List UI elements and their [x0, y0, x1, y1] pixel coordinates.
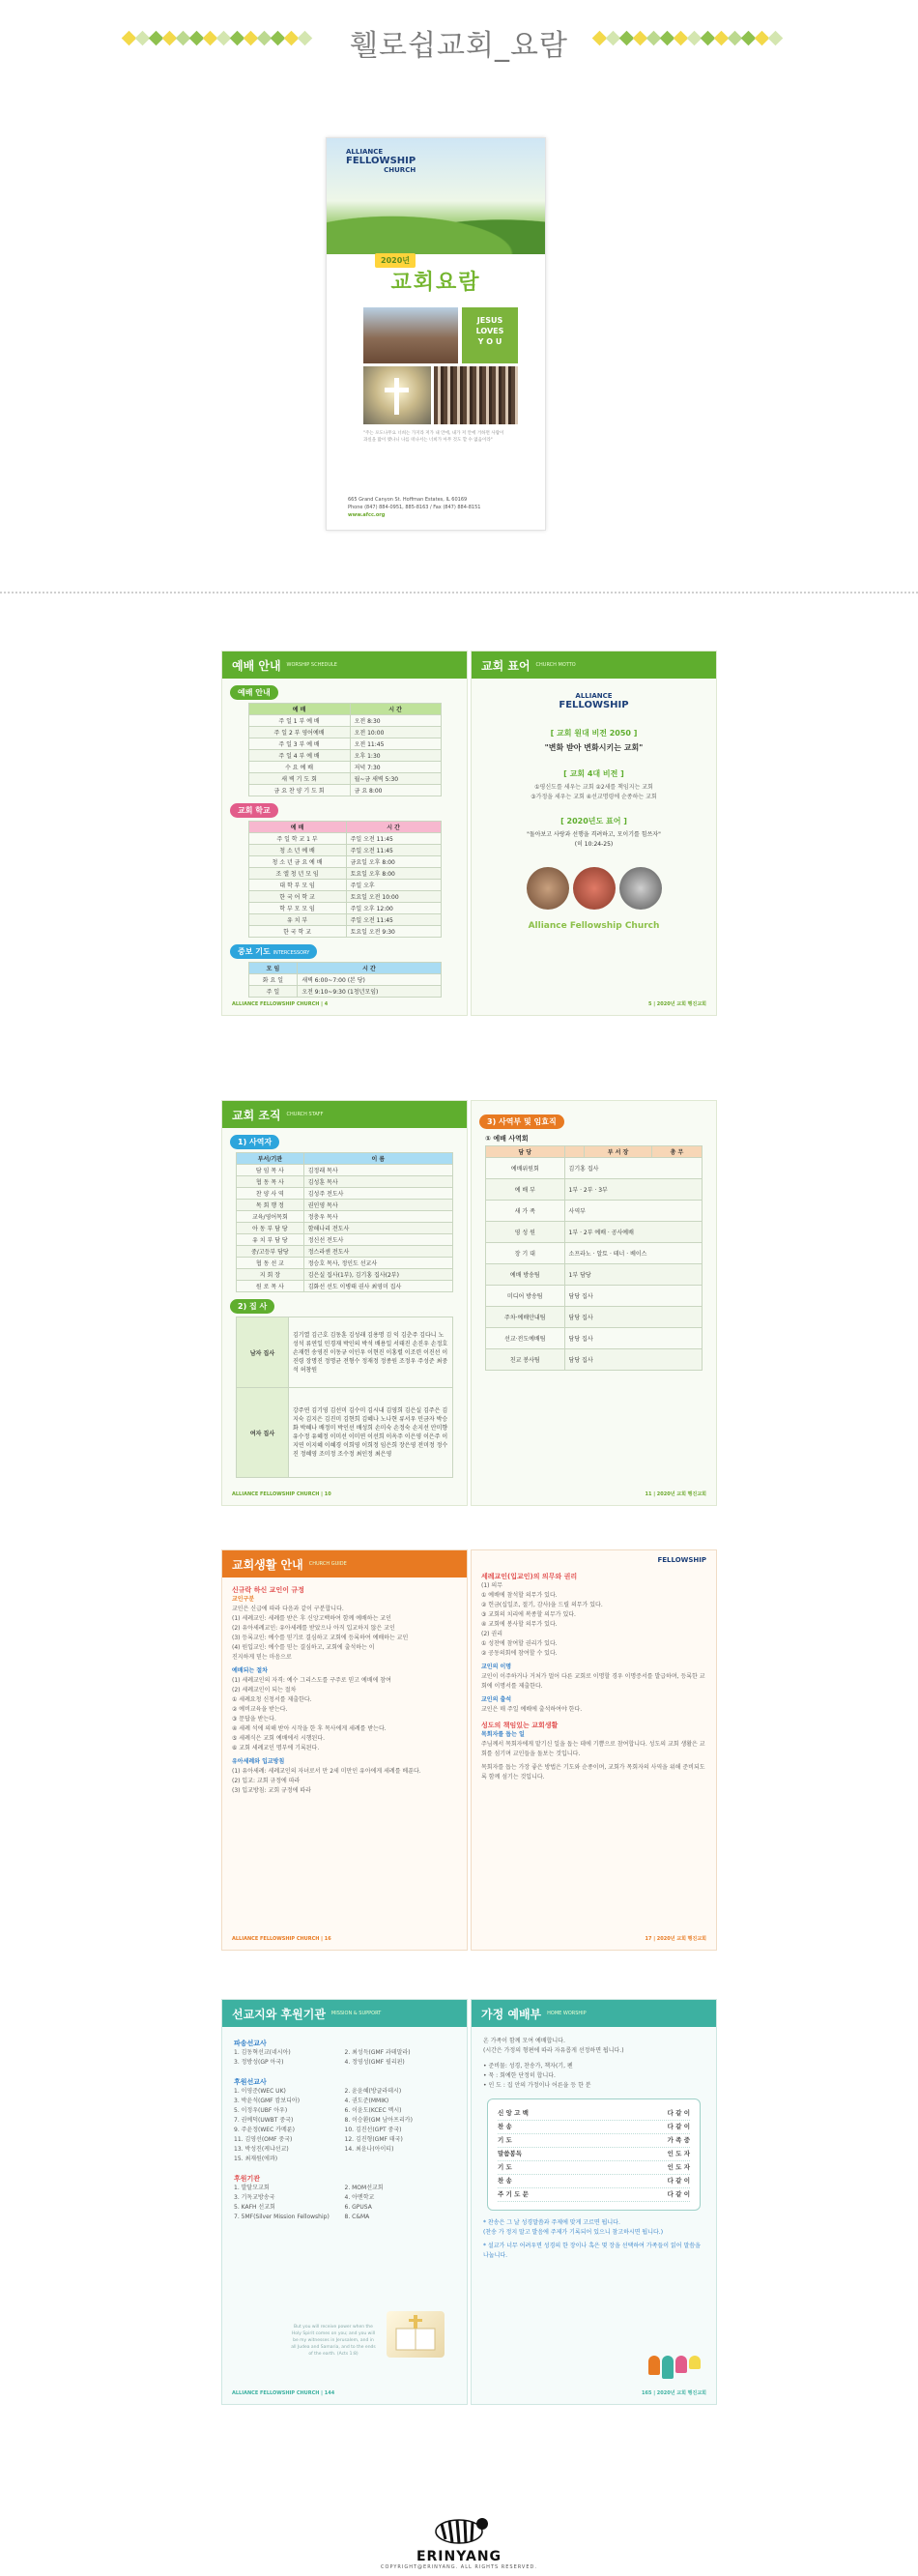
list-item: 3. 정방성(GP 아국) [234, 2059, 284, 2066]
table-cell: 담당 집사 [564, 1307, 702, 1328]
list-item: 10. 김진선(GPT 중국) [344, 2127, 402, 2133]
page-church-motto [471, 651, 717, 1016]
table-cell: 오후 1:30 [350, 750, 441, 762]
table-cell: 주 일 학 교 1 부 [248, 833, 346, 845]
table-cell: 새 가 족 [486, 1201, 565, 1222]
table-cell: 청 소 년 금 요 예 배 [248, 856, 346, 868]
page-home-worship [471, 1999, 717, 2405]
four-vision-text: ①평신도를 세우는 교회 ②2세를 책임지는 교회 ③가정을 세우는 교회 ④선교명령에 순종하는 교회 [531, 784, 657, 800]
list-item: 8. C&MA [344, 2214, 370, 2220]
cover-church-logo: ALLIANCE FELLOWSHIP CHURCH [346, 148, 416, 174]
list-item: • 인 도 : 집 안의 가정이나 어른을 등 한 분 [483, 2082, 591, 2089]
list-item: 5. KAFH 선교회 [234, 2204, 275, 2211]
table-cell: 김정래 목사 [303, 1165, 452, 1176]
table-cell: 주 일 [248, 986, 298, 998]
table-row [486, 1243, 703, 1264]
worship-table: 예 배 시 간 주 일 1 부 예 배 오전 8:30 주 일 2 부 영어예배 오전 10:00 주 일 3 부 예 배 오전 11:45 주 일 4 부 예 배 오후 1:30 수 요 예 배 저녁 7:30 새 벽 기 도 회 월~금 새벽 5:30 금 요 찬 양 기 도 회 금 요 8:00 [248, 703, 442, 796]
worship-order-row [498, 2161, 690, 2175]
table-cell: 정승호 목사, 정인도 선교사 [303, 1258, 452, 1269]
page-worship-schedule [221, 651, 468, 1016]
list-item: (4) 원입교인: 예수를 믿는 결심하고, 교회에 출석하는 이 [232, 1644, 375, 1651]
family-member-icon [689, 2356, 701, 2369]
spread-missions [221, 1999, 718, 2405]
table-cell: 예 배 부 [486, 1179, 565, 1201]
ministry-table: 담 당 부 서 장 총 무 예배위원회 김기홍 집사 예 배 부 1부 · 2부 · 3부 새 가 족 사역부 영 성 원 1부 · 2부 예배 · 공사예배 장 기 대 소프라노 · 알토 · 테너 · 베이스 예배 방송팀 1부 담당 미디어 방송팀 담당 집사 주차·예배안내팀 담당 집사 선교·전도예배팀 담당 집사 친교 봉사팀 담당 집사 [485, 1145, 703, 1371]
list-item: ③ 교회의 치리에 복종할 의무가 있다. [481, 1611, 576, 1618]
deacon-table: 남자 집사 김기열 김근호 김동훈 김성래 김용명 김 익 김춘주 김다니 노성석 류연일 민경재 박인의 박석 배용일 서태진 손진우 손정호 손재헌 송영진 이동규 이인우 이현진 이홍렬 이조련 이진선 이진령 장명진 정명균 전형수 정재정 정종원 조정우 주성준 최중석 허창원 여자 집사 강주연 김기영 김선미 김수미 김시내 김영희 김은실 김주은 김지숙 김지은 김진미 김현희 김혜나 노나현 류서우 민금자 박승화 박혜나 배정미 박인선 배성희 손미숙 손정숙 손지선 안미향 유수정 유혜정 이미선 이미연 이선희 이옥주 이은영 이은주 이지연 이지혜 이혜경 이희영 이희정 임은희 장은영 전미정 정수진 정혜영 조미정 조수정 최인정 최은영 [236, 1317, 453, 1478]
table-cell: 원 로 목 사 [237, 1281, 304, 1292]
list-item: 6. 이윤도(KCEC 멕시) [344, 2107, 402, 2114]
cover-verse: "주는 포도나무요 너희는 가지라 저가 내 안에, 내가 저 안에 거하면 사람이 과실을 많이 맺나니 나를 떠나서는 너희가 아무 것도 할 수 없음이라" [363, 431, 504, 443]
cross-icon [363, 366, 431, 424]
table-row [248, 856, 441, 868]
table-cell: 주 일 4 부 예 배 [248, 750, 350, 762]
table-cell: 김성훈 목사 [303, 1176, 452, 1188]
order-leader: 다 같 이 [667, 2123, 690, 2130]
list-item: (1) 세례교인: 세례를 받은 후 신앙고백하여 함께 예배하는 교인 [232, 1615, 391, 1622]
list-item: 6. GPUSA [344, 2204, 372, 2211]
table-cell: 주차·예배안내팀 [486, 1307, 565, 1328]
cover-year-tag: 2020년 [375, 253, 416, 268]
table-cell: 담당 집사 [564, 1286, 702, 1307]
table-cell: 미디어 방송팀 [486, 1286, 565, 1307]
table-cell: 권인영 목사 [303, 1200, 452, 1211]
table-row [237, 1188, 453, 1200]
table-cell: 주 일 1 부 예 배 [248, 715, 350, 727]
order-step: 말씀봉독 [498, 2150, 523, 2157]
jesus-loves-you-badge: JESUS LOVES Y O U [462, 307, 518, 363]
list-item: 7. 5MF(Silver Mission Fellowship) [234, 2214, 330, 2220]
table-row [237, 1246, 453, 1258]
table-cell: 김기홍 집사 [564, 1158, 702, 1179]
page-footer: 17 | 2020년 교회 행진교회 [645, 1936, 706, 1942]
table-row [486, 1328, 703, 1349]
family-member-icon [662, 2356, 674, 2379]
table-cell: 토요일 오후 8:00 [346, 868, 441, 880]
table-cell: 새 벽 기 도 회 [248, 773, 350, 785]
list-item: ⑥ 교회 세례교인 명부에 기록된다. [232, 1745, 320, 1751]
list-item: (2) 유아세례교인: 유아세례를 받았으나 아직 입교하지 않은 교인 [232, 1625, 395, 1632]
page-footer: ALLIANCE FELLOWSHIP CHURCH | 16 [232, 1936, 331, 1942]
list-item: ② 예비교육을 받는다. [232, 1706, 288, 1713]
table-cell: 조 엘 청 년 모 임 [248, 868, 346, 880]
worship-pill: 예배 안내 [230, 685, 278, 700]
table-cell: 오전 10:00 [350, 727, 441, 738]
list-item: 3. 기독교방송국 [234, 2194, 275, 2201]
cover-address: 665 Grand Canyon St. Hoffman Estates, IL 60169 Phone (847) 884-0951, 885-8163 / Fax (847) 884-8151 www.afcc.org [348, 497, 481, 518]
table-cell: 친교 봉사팀 [486, 1349, 565, 1371]
table-cell: 김은실 집사(1부), 김기홍 집사(2부) [303, 1269, 452, 1281]
list-item: ④ 교회에 봉사할 의무가 있다. [481, 1621, 558, 1628]
table-row [248, 762, 441, 773]
bible-illustration [387, 2311, 445, 2358]
table-cell: 찬 양 사 역 [237, 1188, 304, 1200]
motto-label: [ 2020년도 표어 ] [560, 817, 627, 825]
table-row [248, 926, 441, 938]
church-photo-circle-2 [573, 867, 616, 910]
vision-text: "변화 받아 변화시키는 교회" [544, 743, 644, 752]
table-row [248, 986, 441, 998]
table-row [486, 1349, 703, 1371]
order-leader: 다 같 이 [667, 2190, 690, 2198]
table-row [248, 738, 441, 750]
list-item: 1. 김동혁선교(네시아) [234, 2049, 291, 2056]
motto-photos [472, 867, 716, 910]
school-table: 예 배 시 간 주 일 학 교 1 부 주일 오전 11:45 청 소 년 예 배 주일 오전 11:45 청 소 년 금 요 예 배 금요일 오후 8:00 조 엘 청 년 모 임 토요일 오후 8:00 대 학 부 모 임 주일 오후 한 국 어 학 교 토요일 오전 10:00 학 부 모 모 임 주일 오후 12:00 유 치 부 주일 오전 11:45 한 국 학 교 토요일 오전 9:30 [248, 821, 442, 938]
table-row [248, 785, 441, 796]
list-item: ① 성찬에 참여할 권리가 있다. [481, 1640, 558, 1647]
worship-order-row [498, 2148, 690, 2161]
page-footer: 11 | 2020년 교회 행진교회 [645, 1491, 706, 1497]
table-cell: 월~금 새벽 5:30 [350, 773, 441, 785]
table-cell: 영 성 원 [486, 1222, 565, 1243]
table-cell: 오전 9:10~9:30 (1청년모임) [298, 986, 441, 998]
table-cell: 주 일 3 부 예 배 [248, 738, 350, 750]
list-item: (2) 세례교인이 되는 절차 [232, 1687, 297, 1693]
table-cell: 함해나리 전도사 [303, 1223, 452, 1234]
page-ministries [471, 1100, 717, 1506]
table-cell: 저녁 7:30 [350, 762, 441, 773]
page-heading: 예배 안내 WORSHIP SCHEDULE [222, 651, 467, 679]
list-item: (1) 유아세례: 세례교인의 자녀로서 만 2세 미만인 유아에게 세례를 베푼다. [232, 1768, 421, 1775]
page-missions [221, 1999, 468, 2405]
table-cell: 정신선 전도사 [303, 1234, 452, 1246]
table-row [237, 1269, 453, 1281]
page-heading: 교회 표어 CHURCH MOTTO [472, 651, 716, 679]
table-cell: 주일 오전 11:45 [346, 914, 441, 926]
booklet-cover [326, 137, 546, 531]
table-cell: 김성주 전도사 [303, 1188, 452, 1200]
signature-copyright: COPYRIGHT@ERINYANG. ALL RIGHTS RESERVED. [381, 2564, 537, 2570]
cover-hills-image [327, 206, 545, 254]
list-item: 14. 최윤나(아이티) [344, 2146, 394, 2153]
list-item: ② 헌금(십일조, 절기, 감사)을 드릴 의무가 있다. [481, 1602, 603, 1608]
page-heading: 가정 예배부 HOME WORSHIP [472, 2000, 716, 2027]
order-step: 주 기 도 문 [498, 2190, 529, 2198]
page-footer: ALLIANCE FELLOWSHIP CHURCH | 4 [232, 1001, 329, 1007]
table-row [248, 868, 441, 880]
zebra-logo-icon [420, 2510, 498, 2549]
worship-order-row [498, 2121, 690, 2134]
page-guide-right [471, 1549, 717, 1951]
list-item: 15. 최재원(에콰) [234, 2156, 278, 2162]
home-worship-notes: * 찬송은 그 날 성경말씀과 주제에 맞게 고르면 됩니다. (찬송 가 정지 말고 발음에 주제가 기록되어 있으니 참고하시면 됩니다.) * 설교가 너무 어려우면 성경의 한 장이나 혹은 몇 장을 선택하여 가족들이 읽어 말씀을 나눕니다. [483, 2219, 701, 2259]
table-cell: 주일 오후 [346, 880, 441, 891]
order-leader: 인 도 자 [667, 2150, 690, 2157]
guide-section-2: 세례교인(입교인)의 의무와 권리 (1) 의무 ① 예배에 참석할 의무가 있다. ② 헌금(십일조, 절기, 감사)을 드릴 의무가 있다. ③ 교회의 치리에 복종할 의무가 있다. ④ 교회에 봉사할 의무가 있다. (2) 권리 ① 성찬에 참여할 권리가 있다. ② 공동의회에 참여할 수 있다. 교인의 이명 교인이 이주하거나 거처가 멀어 다른 교회로 이명할 경우 이명증서를 발급하며, 등록한 교회에 이명서를 제출한다. 교인의 출석 교인은 매 주일 예배에 출석하여야 한다. 성도의 책임있는 교회생활 목회자를 돕는 일 주님께서 목회자에게 맡기신 일을 돕는 데에 기쁨으로 참여합니다. 성도의 교회 생활은 교회를 섬기며 교인들을 돌보는 것입니다. 목회자를 돕는 가장 좋은 방법은 기도와 순종이며, 교회가 목회자의 사역을 위해 준비되도록 함께 섬기는 것입니다. [481, 1573, 705, 1780]
decor-diamonds-right [594, 33, 781, 46]
ministry-subtitle: ① 예배 사역회 [485, 1135, 529, 1143]
list-item: 2. 윤윤혜(방글라데시) [344, 2088, 402, 2095]
list-item: • 묵 : 회예한 단정히 합니다. [483, 2072, 556, 2079]
list-item: (2) 입교: 교회 규정에 따라 [232, 1778, 301, 1784]
table-cell: 중/고등부 담당 [237, 1246, 304, 1258]
table-cell: 담 임 목 사 [237, 1165, 304, 1176]
list-item: 교인은 신급에 따라 다음과 같이 구분합니다. [232, 1606, 344, 1612]
table-cell: 소프라노 · 알토 · 테너 · 베이스 [564, 1243, 702, 1264]
table-cell: 오전 8:30 [350, 715, 441, 727]
order-leader: 다 같 이 [667, 2109, 690, 2117]
table-cell: 금요일 오후 8:00 [346, 856, 441, 868]
list-item: 13. 박성진(케냐선교) [234, 2146, 289, 2153]
spread-organization [221, 1100, 718, 1506]
school-pill: 교회 학교 [230, 803, 278, 818]
table-cell: 오전 11:45 [350, 738, 441, 750]
table-cell: 주일 오후 12:00 [346, 903, 441, 914]
mission-lists: 파송선교사 1. 김동혁선교(네시아) 2. 최성득(GMF 과테말라) 3. 정방성(GP 아국) 4. 정영성(GMF 필리핀) 후원선교사 1. 이영준(WEC UK) 2. 윤윤혜(방글라데시) 3. 박윤석(GMF 캄보디아) 4. 권도준(MMIK) 5. 이정우(UBF 아우) 6. 이윤도(KCEC 멕시) 7. 권예덕(UWBT 중국) 8. 이승환(GM 남아프리카) 9. 주윤정(WEC 카메룬) 10. 김진선(GPT 중국) 11. 김영선(OMF 중국) 12. 김진형(GMF 태국) 13. 박성진(케냐선교) 14. 최윤나(아이티) 15. 최재원(에콰) 후원기관 1. 발달모교회 2. MOM선교회 3. 기독교방송국 4. 아멘학교 5. KAFH 선교회 6. GPUSA 7. 5MF(Silver Mission Fellowship) 8. C&MA [234, 2039, 455, 2222]
table-cell: 한 국 학 교 [248, 926, 346, 938]
table-cell: 금 요 8:00 [350, 785, 441, 796]
signature [0, 2510, 918, 2570]
table-cell: 1부 · 2부 · 3부 [564, 1179, 702, 1201]
table-row [486, 1201, 703, 1222]
table-row [237, 1281, 453, 1292]
order-leader: 가 족 중 [667, 2136, 690, 2144]
table-row [248, 750, 441, 762]
table-cell: 주일 오전 11:45 [346, 845, 441, 856]
list-item: ⑤ 세례식은 교회 예배에서 시행된다. [232, 1735, 326, 1742]
list-item: 8. 이승환(GM 남아프리카) [344, 2117, 413, 2124]
table-cell: 화 요 일 [248, 974, 298, 986]
list-item: (3) 등록교인: 예수를 믿기로 결심하고 교회에 등록하여 예배하는 교인 [232, 1635, 409, 1641]
list-item: ① 세례요청 신청서를 제출한다. [232, 1696, 312, 1703]
ministry-pill: 3) 사역부 및 임효직 [479, 1114, 564, 1129]
table-cell: 청 소 년 예 배 [248, 845, 346, 856]
table-cell: 한 국 어 학 교 [248, 891, 346, 903]
table-row [237, 1200, 453, 1211]
table-cell: 지 회 장 [237, 1269, 304, 1281]
page-church-staff [221, 1100, 468, 1506]
list-item: (1) 세례교인의 자격: 예수 그리스도를 구주로 믿고 예배에 참여 [232, 1677, 391, 1684]
order-leader: 다 같 이 [667, 2177, 690, 2185]
list-item: 1. 발달모교회 [234, 2185, 270, 2191]
list-item: 9. 주윤정(WEC 카메룬) [234, 2127, 295, 2133]
list-item: 4. 아멘학교 [344, 2194, 375, 2201]
order-step: 신 앙 고 백 [498, 2109, 529, 2117]
bible-icon [387, 2311, 445, 2358]
home-worship-intro: 온 가족이 함께 모여 예배합니다. (시간은 가정의 형편에 따라 자유롭게 선정하면 됩니다.) • 준비물: 성경, 찬송가, 책자(기, 펜 • 묵 : 회예한 단정히 합니다. • 인 도 : 집 안의 가정이나 어른을 등 한 분 [483, 2037, 704, 2091]
list-item: 5. 이정우(UBF 아우) [234, 2107, 288, 2114]
motto-church-logo: ALLIANCE FELLOWSHIP [559, 692, 629, 710]
page-heading: 교회 조직 CHURCH STAFF [222, 1101, 467, 1128]
table-row [248, 845, 441, 856]
motto-text: "돌아보고 사랑과 선행을 격려하고, 모이기를 힘쓰자" (히 10:24-25) [527, 831, 661, 848]
table-cell: 담당 집사 [564, 1328, 702, 1349]
table-row [248, 914, 441, 926]
guide-section-1: 신규락 하신 교인이 규정 교인구분 교인은 신급에 따라 다음과 같이 구분합니다. (1) 세례교인: 세례를 받은 후 신앙고백하여 함께 예배하는 교인 (2) 유아세례교인: 유아세례를 받았으나 아직 입교하지 않은 교인 (3) 등록교인: 예수를 믿기로 결심하고 교회에 등록하여 예배하는 교인 (4) 원입교인: 예수를 믿는 결심하고, 교회에 출석하는 이 진지하게 믿는 마음으로 예배되는 절차 (1) 세례교인의 자격: 예수 그리스도를 구주로 믿고 예배에 참여 (2) 세례교인이 되는 절차 ① 세례요청 신청서를 제출한다. ② 예비교육을 받는다. ③ 문답을 받는다. ④ 세례 석에 의해 받아 시작을 한 후 목사에게 세례를 받는다. ⑤ 세례식은 교회 예배에서 시행된다. ⑥ 교회 세례교인 명부에 기록된다. 유아세례와 입교방침 (1) 유아세례: 세례교인의 자녀로서 만 2세 미만인 유아에게 세례를 베푼다. (2) 입교: 교회 규정에 따라 (3) 입교방침: 교회 규정에 따라 [232, 1585, 457, 1796]
table-cell: 유 치 부 담 당 [237, 1234, 304, 1246]
table-cell: 정스라센 전도사 [303, 1246, 452, 1258]
table-cell: 정충우 목사 [303, 1211, 452, 1223]
page-footer: 5 | 2020년 교회 행진교회 [648, 1001, 706, 1007]
page-footer: ALLIANCE FELLOWSHIP CHURCH | 10 [232, 1491, 331, 1497]
table-cell: 예배위원회 [486, 1158, 565, 1179]
family-illustration [648, 2356, 701, 2379]
table-cell: 금 요 찬 양 기 도 회 [248, 785, 350, 796]
staff-pill: 1) 사역자 [230, 1135, 279, 1149]
table-cell: 유 치 부 [248, 914, 346, 926]
list-item: ① 예배에 참석할 의무가 있다. [481, 1592, 558, 1599]
page-header [0, 0, 918, 92]
worship-order-row [498, 2175, 690, 2188]
order-step: 찬 송 [498, 2177, 512, 2185]
worship-order-row [498, 2107, 690, 2121]
table-row [486, 1222, 703, 1243]
table-row [248, 773, 441, 785]
list-item: 11. 김영선(OMF 중국) [234, 2136, 293, 2143]
page-heading: 선교지와 후원기관 MISSION & SUPPORT [222, 2000, 467, 2027]
order-step: 기 도 [498, 2163, 512, 2171]
table-row [248, 833, 441, 845]
deacon-pill: 2) 집 사 [230, 1299, 274, 1314]
table-row [237, 1211, 453, 1223]
table-row [237, 1258, 453, 1269]
table-row [248, 903, 441, 914]
family-member-icon [648, 2356, 660, 2375]
order-step: 찬 송 [498, 2123, 512, 2130]
table-cell: 협 동 선 교 [237, 1258, 304, 1269]
table-cell: 목 회 행 정 [237, 1200, 304, 1211]
table-row [486, 1264, 703, 1286]
table-cell: 선교·전도예배팀 [486, 1328, 565, 1349]
list-item: 4. 정영성(GMF 필리핀) [344, 2059, 405, 2066]
vision-label: [ 교회 원대 비전 2050 ] [550, 729, 638, 738]
table-cell: 아 동 부 담 당 [237, 1223, 304, 1234]
list-item: 4. 권도준(MMIK) [344, 2098, 389, 2104]
table-row [486, 1286, 703, 1307]
spread-worship [221, 651, 718, 1016]
table-row [486, 1179, 703, 1201]
table-cell: 사역부 [564, 1201, 702, 1222]
mission-verse: But you will receive power when the Holy Spirit comes on you; and you will be my witnesses in Jerusalem, and in all Judea and Samaria, and to the ends of the earth. (Acts 1:8) [291, 2325, 376, 2357]
list-item: 2. MOM선교회 [344, 2185, 384, 2191]
four-vision-label: [ 교회 4대 비전 ] [563, 769, 624, 778]
list-item: 3. 박윤석(GMF 캄보디아) [234, 2098, 301, 2104]
worship-order-row [498, 2134, 690, 2148]
list-item: 2. 최성득(GMF 과테말라) [344, 2049, 411, 2056]
worship-order-row [498, 2188, 690, 2202]
cross-photo [363, 366, 431, 424]
table-cell: 학 부 모 모 임 [248, 903, 346, 914]
church-photo-circle-3 [619, 867, 662, 910]
order-leader: 인 도 자 [667, 2163, 690, 2171]
prayer-table: 모 임 시 간 화 요 일 새벽 6:00~7:00 (본 당) 주 일 오전 9:10~9:30 (1청년모임) [248, 962, 442, 998]
table-cell: 새벽 6:00~7:00 (본 당) [298, 974, 441, 986]
table-row [237, 1176, 453, 1188]
table-row [248, 715, 441, 727]
guide-church-logo: FELLOWSHIP [657, 1556, 706, 1564]
list-item: 진지하게 믿는 마음으로 [232, 1654, 292, 1661]
page-footer: 165 | 2020년 교회 행진교회 [642, 2390, 706, 2396]
list-item: 1. 이영준(WEC UK) [234, 2088, 286, 2095]
table-cell: 협 동 목 사 [237, 1176, 304, 1188]
church-building-photo [363, 307, 458, 363]
order-step: 기 도 [498, 2136, 512, 2144]
table-cell: 토요일 오전 10:00 [346, 891, 441, 903]
table-cell: 토요일 오전 9:30 [346, 926, 441, 938]
list-item: 12. 김진형(GMF 태국) [344, 2136, 403, 2143]
table-row [248, 974, 441, 986]
table-cell: 수 요 예 배 [248, 762, 350, 773]
congregation-photo [434, 366, 518, 424]
list-item: ③ 문답을 받는다. [232, 1716, 276, 1722]
table-row [248, 880, 441, 891]
page-footer: ALLIANCE FELLOWSHIP CHURCH | 144 [232, 2390, 335, 2396]
table-row [248, 891, 441, 903]
table-row [237, 1165, 453, 1176]
page-title: 휄로쉽교회_요람 [350, 29, 568, 63]
table-cell: 김화선 선도 이병태 권사 최영미 집사 [303, 1281, 452, 1292]
table-row [248, 727, 441, 738]
table-cell: 교육/영어목회 [237, 1211, 304, 1223]
list-item: (3) 입교방침: 교회 규정에 따라 [232, 1787, 311, 1794]
church-photo-circle-1 [527, 867, 569, 910]
spread-church-guide [221, 1549, 718, 1951]
table-row [237, 1223, 453, 1234]
table-cell: 장 기 대 [486, 1243, 565, 1264]
table-cell: 주일 오전 11:45 [346, 833, 441, 845]
list-item: ② 공동의회에 참여할 수 있다. [481, 1650, 558, 1657]
table-cell: 주 일 2 부 영어예배 [248, 727, 350, 738]
cover-title: 교회요람 [390, 271, 481, 295]
table-cell: 1부 담당 [564, 1264, 702, 1286]
family-member-icon [675, 2356, 687, 2373]
list-item: 7. 권예덕(UWBT 중국) [234, 2117, 294, 2124]
table-cell: 1부 · 2부 예배 · 공사예배 [564, 1222, 702, 1243]
prayer-pill: 중보 기도 INTERCESSORY [230, 944, 317, 959]
table-cell: 예배 방송팀 [486, 1264, 565, 1286]
page-guide-left [221, 1549, 468, 1951]
staff-table: 부서/기관 이 름 담 임 목 사 김정래 목사 협 동 목 사 김성훈 목사 찬 양 사 역 김성주 전도사 목 회 행 정 권인영 목사 교육/영어목회 정충우 목사 아 동 부 담 당 함해나리 전도사 유 치 부 담 당 정신선 전도사 중/고등부 담당 정스라센 전도사 협 동 선 교 정승호 목사, 정인도 선교사 지 회 장 김은실 집사(1부), 김기홍 집사(2부) 원 로 목 사 김화선 선도 이병태 권사 최영미 집사 [236, 1152, 453, 1292]
table-cell: 담당 집사 [564, 1349, 702, 1371]
worship-order-box [487, 2098, 701, 2211]
table-cell: 대 학 부 모 임 [248, 880, 346, 891]
table-row [486, 1158, 703, 1179]
table-row [237, 1234, 453, 1246]
list-item: • 준비물: 성경, 찬송가, 책자(기, 펜 [483, 2063, 573, 2069]
page-heading: 교회생활 안내 CHURCH GUIDE [222, 1550, 467, 1577]
church-name: Alliance Fellowship Church [528, 921, 660, 931]
list-item: ④ 세례 석에 의해 받아 시작을 한 후 목사에게 세례를 받는다. [232, 1725, 387, 1732]
section-divider [0, 592, 918, 593]
signature-name: ERINYANG [416, 2549, 502, 2564]
table-row [486, 1307, 703, 1328]
